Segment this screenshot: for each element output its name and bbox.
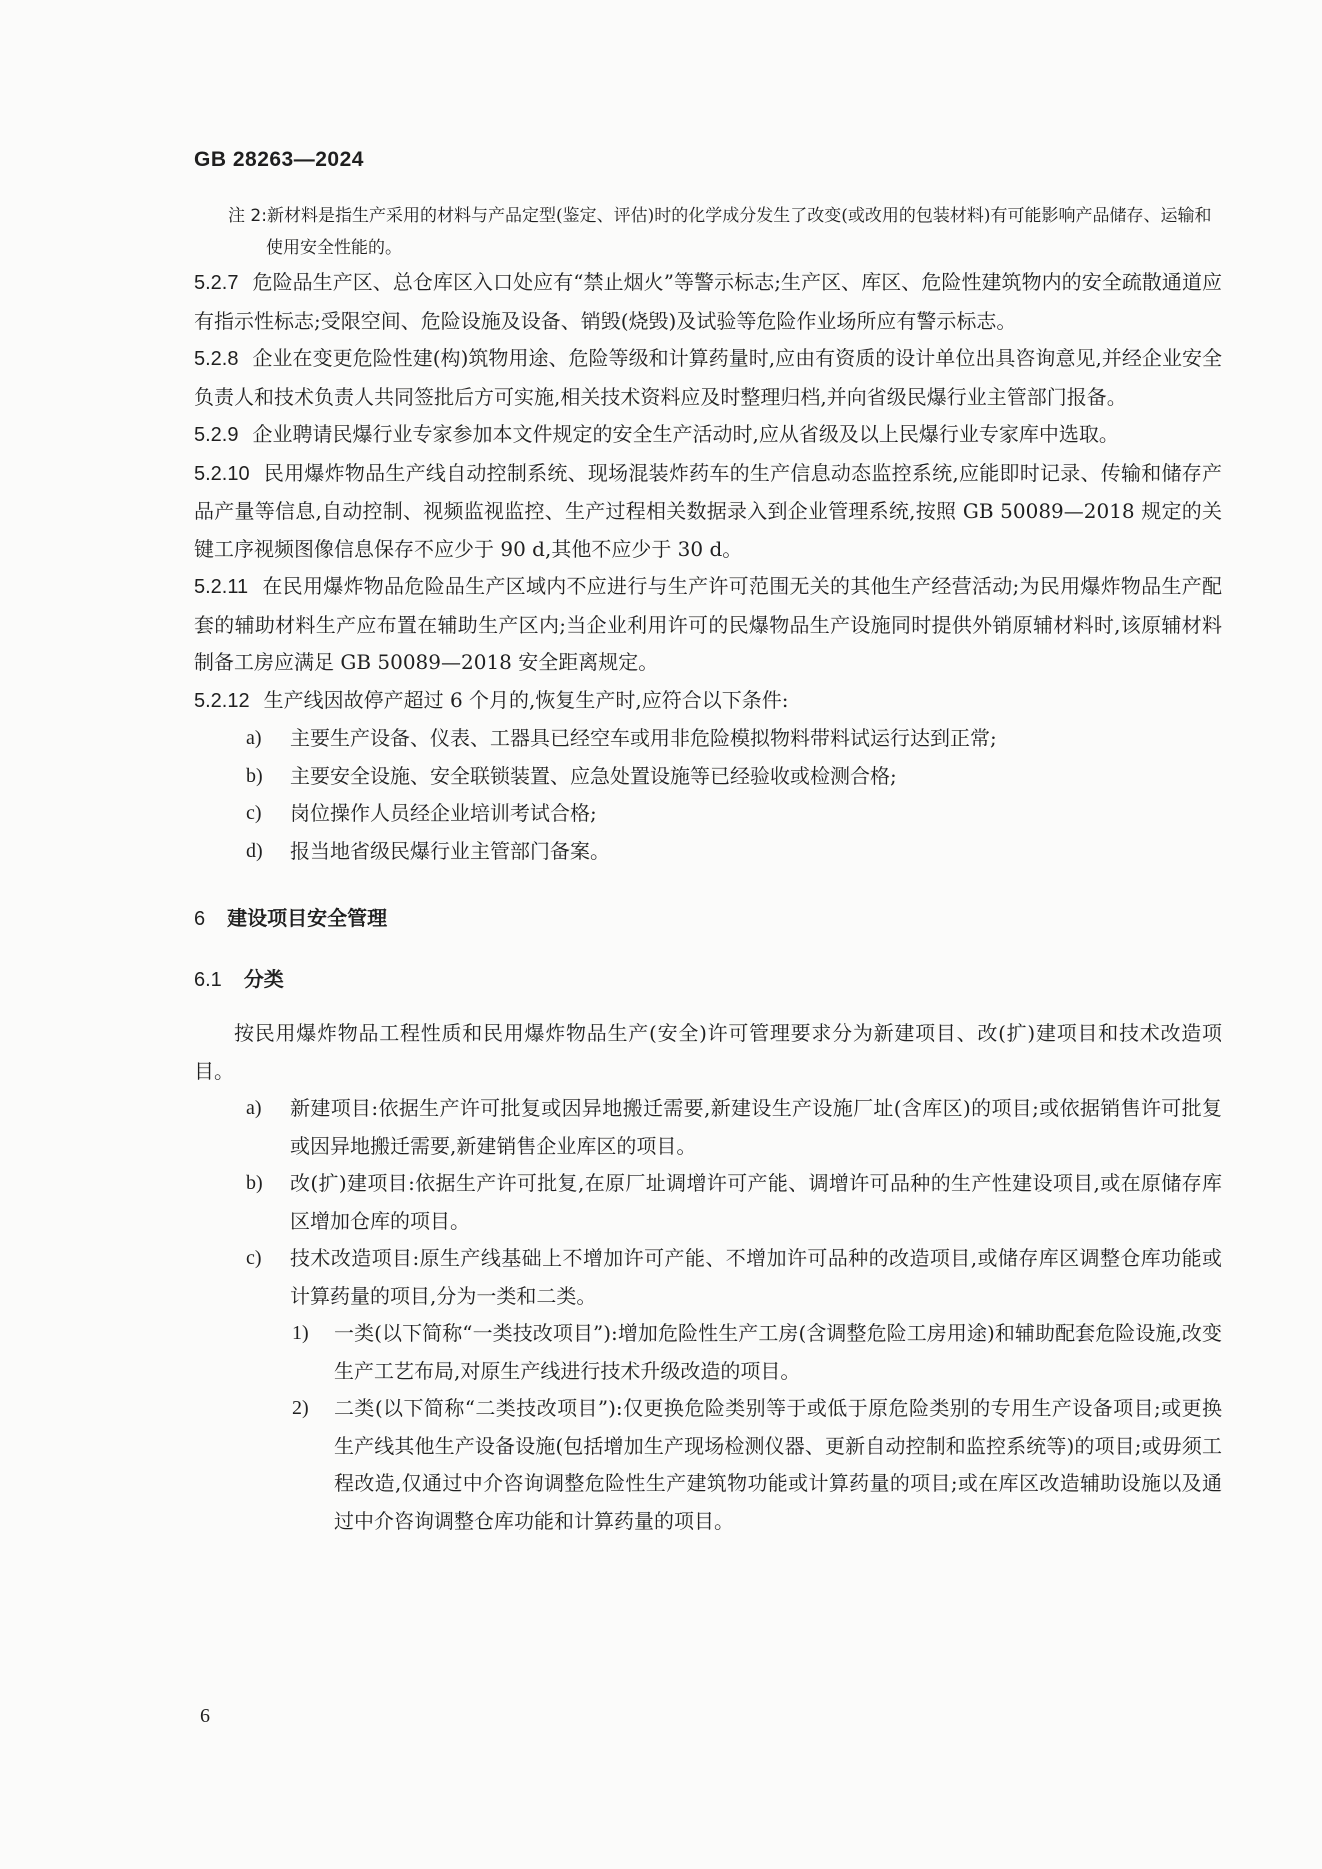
- clause-number: 5.2.9: [194, 424, 239, 446]
- clause-text: 生产线因故停产超过 6 个月的,恢复生产时,应符合以下条件:: [263, 687, 789, 712]
- list-marker: c): [246, 802, 262, 824]
- list-marker: b): [246, 764, 263, 787]
- list-marker: b): [246, 1172, 263, 1194]
- sub-list-text: 一类(以下简称“一类技改项目”):增加危险性生产工房(含调整危险工房用途)和辅助配套危险设施,改变生产工艺布局,对原生产线进行技术升级改造的项目。: [334, 1321, 1222, 1383]
- list-marker: d): [246, 839, 263, 862]
- clause-5-2-11: [194, 568, 1222, 682]
- clause-5-2-9: [194, 416, 1222, 455]
- list-text: 岗位操作人员经企业培训考试合格;: [290, 801, 597, 825]
- list-item: [194, 833, 1222, 871]
- list-marker: a): [246, 1097, 262, 1119]
- clause-text: 在民用爆炸物品危险品生产区域内不应进行与生产许可范围无关的其他生产经营活动;为民用爆炸物品生产配套的辅助材料生产应布置在辅助生产区内;当企业利用许可的民爆物品生产设施同时提供外销原辅材料时,该原辅材料制备工房应满足 GB 50089—2018 安全距离规定。: [194, 574, 1222, 674]
- sub-list-item: [194, 1315, 1222, 1390]
- body-text: [194, 200, 1222, 1540]
- chapter-6-heading: [194, 900, 1222, 939]
- project-categories-list: [194, 1090, 1222, 1540]
- clause-5-2-8: [194, 340, 1222, 416]
- clause-number: 5.2.10: [194, 462, 250, 485]
- clause-5-2-10: [194, 455, 1222, 569]
- sub-list-marker: 2): [292, 1397, 309, 1419]
- note-text: 新材料是指生产采用的材料与产品定型(鉴定、评估)时的化学成分发生了改变(或改用的包装材料)有可能影响产品储存、运输和使用安全性能的。: [266, 206, 1212, 258]
- clause-5-2-12: [194, 682, 1222, 721]
- heading-title: 分类: [243, 966, 284, 991]
- list-item: [194, 1165, 1222, 1240]
- list-marker: c): [246, 1247, 262, 1269]
- list-text: 改(扩)建项目:依据生产许可批复,在原厂址调增许可产能、调增许可品种的生产性建设项目,或在原储存库区增加仓库的项目。: [290, 1171, 1222, 1233]
- clause-text: 企业聘请民爆行业专家参加本文件规定的安全生产活动时,应从省级及以上民爆行业专家库中选取。: [252, 422, 1119, 446]
- clause-number: 5.2.7: [194, 272, 239, 294]
- note-2: [194, 200, 1222, 264]
- standard-code: GB 28263—2024: [194, 148, 364, 171]
- list-text: 新建项目:依据生产许可批复或因异地搬迁需要,新建设生产设施厂址(含库区)的项目;或依据销售许可批复或因异地搬迁需要,新建销售企业库区的项目。: [290, 1096, 1222, 1158]
- heading-number: 6: [194, 908, 206, 930]
- clause-text: 危险品生产区、总仓库区入口处应有“禁止烟火”等警示标志;生产区、库区、危险性建筑物内的安全疏散通道应有指示性标志;受限空间、危险设施及设备、销毁(烧毁)及试验等危险作业场所应有警示标志。: [194, 270, 1222, 333]
- list-text: 主要生产设备、仪表、工器具已经空车或用非危险模拟物料带料试运行达到正常;: [290, 726, 997, 750]
- sub-list-text: 二类(以下简称“二类技改项目”):仅更换危险类别等于或低于原危险类别的专用生产设备项目;或更换生产线其他生产设备设施(包括增加生产现场检测仪器、更新自动控制和监控系统等)的项目;或毋须工程改造,仅通过中介咨询调整危险性生产建筑物功能或计算药量的项目;或在库区改造辅助设施以及通过中介咨询调整仓库功能和计算药量的项目。: [334, 1396, 1222, 1533]
- list-item: [194, 720, 1222, 758]
- sub-list-item: [194, 1390, 1222, 1540]
- list-item: [194, 1090, 1222, 1165]
- clause-text: 民用爆炸物品生产线自动控制系统、现场混装炸药车的生产信息动态监控系统,应能即时记录、传输和储存产品产量等信息,自动控制、视频监视监控、生产过程相关数据录入到企业管理系统,按照 GB 50089—2018 规定的关键工序视频图像信息保存不应少于 90 d,其他不应少于 30 d。: [194, 460, 1222, 561]
- note-label: 注 2:: [228, 206, 267, 226]
- heading-number: 6.1: [194, 968, 222, 991]
- sub-list-marker: 1): [292, 1322, 309, 1344]
- list-text: 报当地省级民爆行业主管部门备案。: [290, 838, 610, 863]
- section-6-1-heading: [194, 961, 1222, 1000]
- page-number: 6: [200, 1705, 210, 1727]
- list-item: [194, 1240, 1222, 1315]
- heading-title: 建设项目安全管理: [227, 906, 388, 930]
- list-item: [194, 795, 1222, 833]
- clause-number: 5.2.8: [194, 348, 239, 370]
- clause-5-2-7: [194, 264, 1222, 340]
- list-text: 技术改造项目:原生产线基础上不增加许可产能、不增加许可品种的改造项目,或储存库区调整仓库功能或计算药量的项目,分为一类和二类。: [290, 1246, 1222, 1308]
- clause-text: 企业在变更危险性建(构)筑物用途、危险等级和计算药量时,应由有资质的设计单位出具咨询意见,并经企业安全负责人和技术负责人共同签批后方可实施,相关技术资料应及时整理归档,并向省级民爆行业主管部门报备。: [194, 346, 1222, 409]
- clause-number: 5.2.11: [194, 576, 249, 598]
- restart-conditions-list: [194, 720, 1222, 870]
- list-marker: a): [246, 727, 262, 749]
- list-text: 主要安全设施、安全联锁装置、应急处置设施等已经验收或检测合格;: [290, 763, 897, 788]
- clause-number: 5.2.12: [194, 689, 250, 712]
- list-item: [194, 758, 1222, 796]
- section-intro: 按民用爆炸物品工程性质和民用爆炸物品生产(安全)许可管理要求分为新建项目、改(扩)建项目和技术改造项目。: [194, 1021, 1222, 1083]
